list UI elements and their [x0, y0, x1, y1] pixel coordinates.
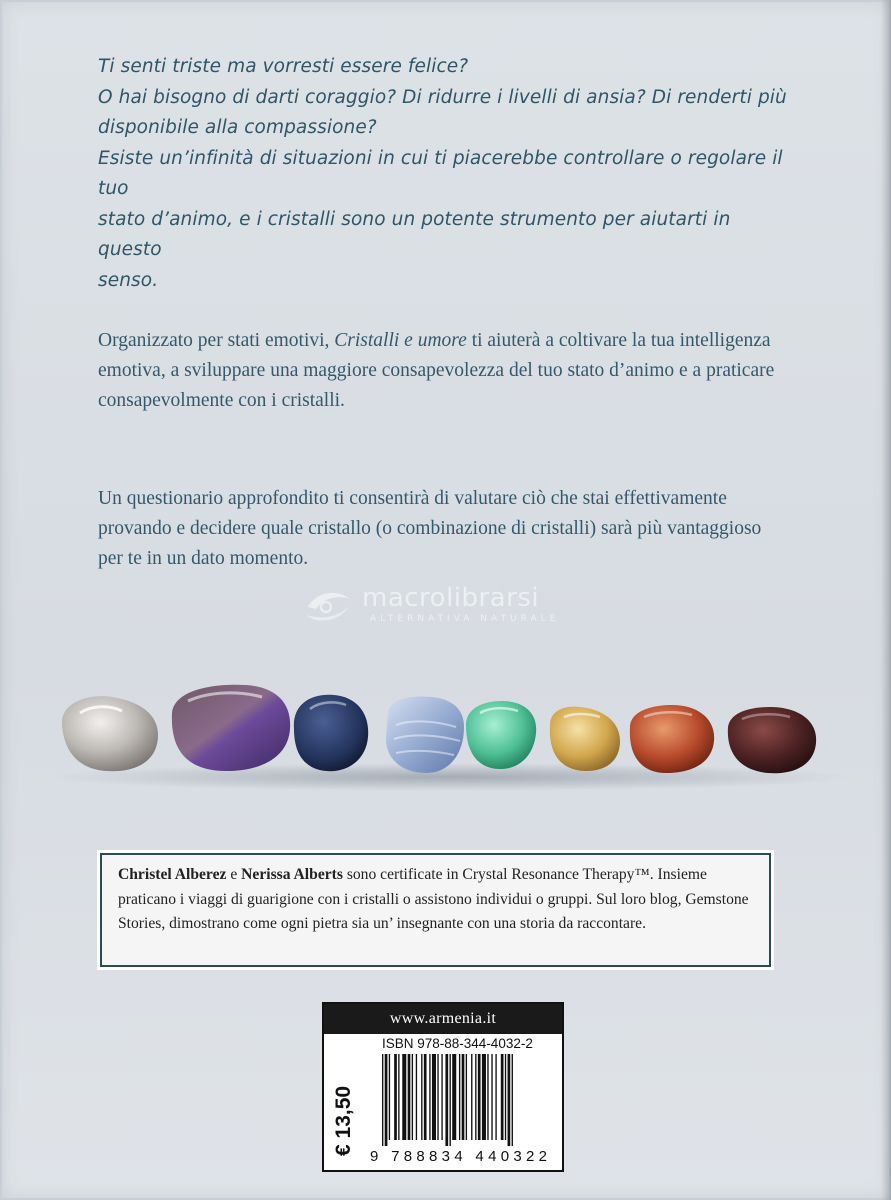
- price-label: € 13,50: [332, 1085, 355, 1156]
- stone-shadows: [50, 763, 850, 791]
- barcode-bar: [402, 1054, 406, 1140]
- description-paragraph: [98, 326, 788, 416]
- intro-line: Esiste un’infinità di situazioni in cui ti piacerebbe controllare o regolare il tuo: [98, 147, 783, 199]
- book-title: Cristalli e umore: [334, 330, 467, 351]
- barcode-bar: [398, 1054, 399, 1140]
- barcode-bar: [389, 1054, 390, 1140]
- cover-edge-shadow: [881, 0, 891, 1200]
- author-connector: e: [226, 866, 242, 883]
- quartz-stone: [62, 696, 158, 771]
- barcode-bar: [408, 1054, 411, 1140]
- barcode-bar: [495, 1054, 496, 1140]
- author-name: Christel Alberez: [118, 866, 227, 883]
- carnelian-stone: [630, 705, 714, 773]
- intro-line: Ti senti triste ma vorresti essere felice?: [98, 56, 469, 77]
- barcode-bar: [478, 1054, 481, 1140]
- crystal-stones-photo: [40, 665, 860, 795]
- barcode-bar: [416, 1054, 417, 1140]
- intro-line: O hai bisogno di darti coraggio? Di ridurre i livelli di ansia? Di renderti più: [98, 86, 787, 108]
- amethyst-stone: [172, 685, 290, 771]
- watermark-tagline: ALTERNATIVA NATURALE: [370, 614, 560, 624]
- barcode-bar: [394, 1054, 397, 1140]
- barcode: [382, 1054, 552, 1146]
- author-bio-text: sono certificate in Crystal Resonance Therapy™. Insieme praticano i viaggi di guarigione con i cristalli o assistono individui o gruppi. Sul loro blog, Gemstone Stories, dimostrano come ogni pietra sia un’ insegnante con una storia da raccontare.: [118, 866, 749, 932]
- barcode-panel: [322, 1002, 564, 1172]
- barcode-bar: [382, 1054, 383, 1146]
- barcode-bar: [459, 1054, 460, 1140]
- intro-line: senso.: [98, 269, 159, 291]
- barcode-bar: [412, 1054, 413, 1140]
- barcode-bar: [491, 1054, 492, 1140]
- watermark-logo-icon: [302, 585, 354, 625]
- author-bio: [118, 863, 758, 937]
- publisher-website: www.armenia.it: [324, 1004, 562, 1034]
- paragraph-text: ti aiuterà a coltivare la tua intelligenza emotiva, a sviluppare una maggiore consapevolezza del tuo stato d’animo e a praticare consapevolmente con i cristalli.: [98, 330, 775, 411]
- watermark-name: macrolibrarsi: [362, 583, 540, 613]
- barcode-bar: [466, 1054, 467, 1140]
- barcode-bar: [452, 1054, 456, 1140]
- intro-line: disponibile alla compassione?: [98, 117, 377, 138]
- barcode-bar: [421, 1054, 422, 1140]
- barcode-bar: [482, 1054, 486, 1140]
- barcode-bar: [505, 1054, 506, 1140]
- barcode-bar: [450, 1054, 451, 1146]
- citrine-stone: [550, 707, 620, 771]
- paragraph-text: Un questionario approfondito ti consentirà di valutare ciò che stai effettivamente provando e decidere quale cristallo (o combinazione di cristalli) sarà più vantaggioso per te in un dato momento.: [98, 488, 762, 569]
- barcode-bar: [501, 1054, 504, 1140]
- watermark: [300, 583, 610, 631]
- barcode-bar: [445, 1054, 448, 1146]
- blue-lace-agate-stone: [386, 697, 464, 773]
- author-name: Nerissa Alberts: [241, 866, 343, 883]
- barcode-bar: [424, 1054, 427, 1140]
- paragraph-text: Organizzato per stati emotivi,: [98, 330, 335, 351]
- barcode-bar: [432, 1054, 436, 1140]
- intro-questions: [98, 52, 798, 296]
- author-bio-box: [100, 853, 771, 967]
- barcode-bar: [508, 1054, 511, 1146]
- barcode-digits: 9 788834 440322: [370, 1148, 552, 1165]
- barcode-bar: [441, 1054, 442, 1140]
- barcode-bar: [462, 1054, 465, 1140]
- isbn-label: ISBN 978-88-344-4032-2: [382, 1036, 533, 1051]
- sodalite-stone: [294, 695, 368, 771]
- barcode-bar: [487, 1054, 488, 1140]
- barcode-bar: [429, 1054, 430, 1140]
- questionnaire-paragraph: [98, 484, 788, 574]
- aventurine-stone: [466, 701, 536, 769]
- garnet-stone: [728, 707, 816, 773]
- barcode-bar: [512, 1054, 513, 1146]
- barcode-bar: [385, 1054, 388, 1146]
- barcode-bar: [437, 1054, 438, 1140]
- barcode-bar: [475, 1054, 476, 1140]
- intro-line: stato d’animo, e i cristalli sono un potente strumento per aiutarti in questo: [98, 208, 731, 260]
- barcode-bar: [471, 1054, 472, 1140]
